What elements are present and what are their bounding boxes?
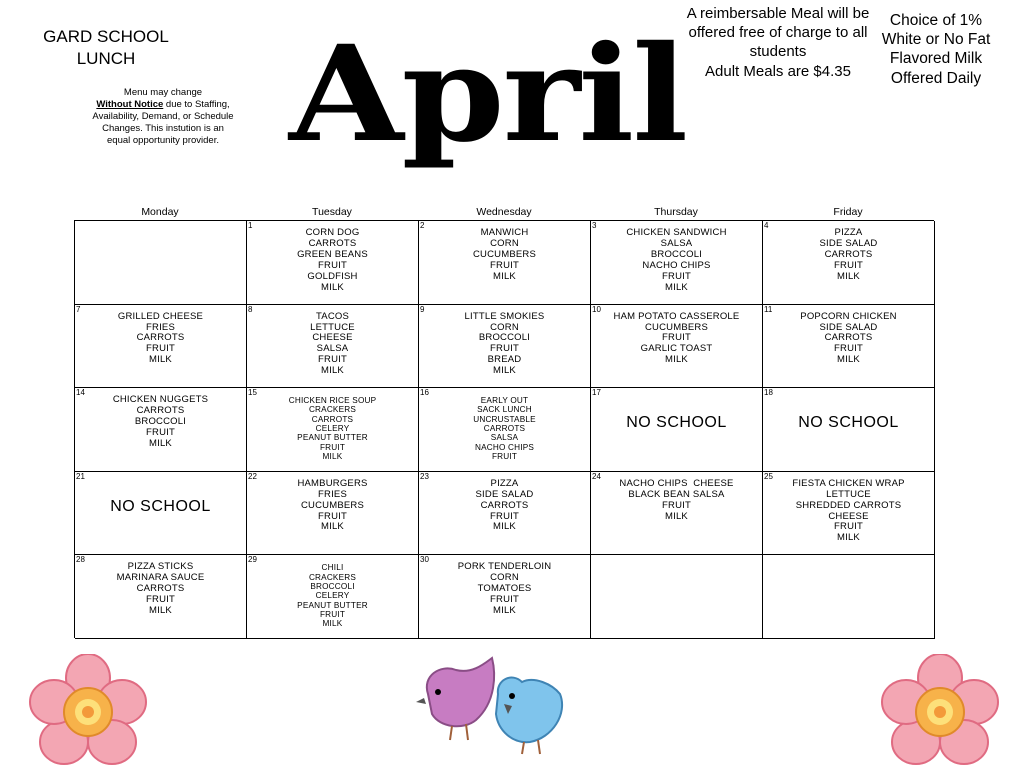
menu-item: MILK [149,437,172,449]
menu-item: NACHO CHIPS [642,259,711,271]
day-cell [419,388,591,472]
menu-item: LETTUCE [310,321,355,333]
menu-item: CUCUMBERS [644,321,709,333]
day-cell [247,221,419,305]
menu-item: FRUIT [662,332,691,344]
menu-item: PIZZA [490,477,519,489]
menu-item: GARLIC TOAST [640,343,713,355]
menu-item: BROCCOLI [310,581,355,591]
day-cell [75,555,247,639]
menu-item: FRUIT [662,270,691,282]
menu-item: LITTLE SMOKIES [464,310,545,322]
menu-item: MANWICH [480,227,529,238]
menu-item: CUCUMBERS [300,499,365,511]
day-cell [75,305,247,389]
no-school-label: NO SCHOOL [110,497,211,515]
menu-item: HAM POTATO CASSEROLE [613,310,740,322]
menu-item: CARROTS [136,332,185,344]
day-cell [763,388,935,472]
menu-items [421,562,588,617]
day-cell [247,555,419,639]
menu-items [77,562,244,617]
menu-items [765,479,932,544]
menu-item: FRIES [146,321,175,333]
day-cell [419,221,591,305]
menu-item: SALSA [316,343,349,355]
menu-item: SACK LUNCH [477,405,532,415]
menu-item: CHILI [321,563,344,573]
day-number: 1 [248,221,253,230]
menu-item: MILK [837,532,860,544]
menu-item: MILK [321,281,344,293]
menu-item: FRUIT [834,521,863,533]
menu-item: FRUIT [146,343,175,355]
menu-item: MILK [493,365,516,377]
menu-item: FRUIT [834,259,863,271]
menu-item: FRUIT [319,609,346,619]
menu-item: CHICKEN NUGGETS [112,394,209,406]
menu-item: SIDE SALAD [819,321,878,333]
day-number: 30 [420,555,429,565]
menu-item: MILK [493,605,516,616]
day-number: 18 [764,388,773,398]
menu-item: MILK [322,619,343,629]
menu-items [77,395,244,450]
menu-item: CORN DOG [305,227,360,238]
menu-item: FIESTA CHICKEN WRAP [792,477,905,489]
menu-item: MILK [321,521,344,533]
menu-item: CUCUMBERS [472,248,537,260]
day-number: 16 [420,388,429,398]
weekday-monday: Monday [141,206,179,218]
menu-item: MILK [665,354,688,366]
menu-item: GRILLED CHEESE [117,310,204,322]
weekday-tuesday: Tuesday [312,206,352,218]
menu-items [249,312,416,377]
menu-item: PIZZA STICKS [127,561,194,573]
menu-item: CARROTS [136,583,185,595]
menu-item: SHREDDED CARROTS [795,499,902,511]
menu-item: CELERY [315,591,350,601]
day-number: 23 [420,471,429,481]
menu-item: CARROTS [480,499,529,511]
menu-item: CHEESE [312,332,353,344]
menu-item: MILK [665,281,688,293]
menu-item: FRUIT [491,451,518,461]
day-cell [591,472,763,556]
menu-items [421,479,588,534]
menu-item: SIDE SALAD [819,237,878,249]
milk-note: Choice of 1% White or No Fat Flavored Milk Offered Daily [881,12,991,87]
menu-calendar [74,220,934,638]
menu-item: FRUIT [662,499,691,511]
menu-item: SIDE SALAD [475,488,534,500]
notice-text-start: Menu may change [123,87,203,98]
menu-item: FRUIT [318,259,347,271]
menu-items [421,312,588,377]
menu-item: LETTUCE [826,488,871,500]
menu-item: CARROTS [824,248,873,260]
menu-items [593,228,760,293]
menu-item: CARROTS [483,424,526,434]
menu-item: MILK [837,270,860,282]
weekday-thursday: Thursday [654,206,698,218]
menu-item: UNCRUSTABLE [473,414,536,424]
menu-item: CHEESE [828,510,869,522]
menu-item: PIZZA [834,227,863,238]
menu-item: CORN [490,321,519,333]
menu-item: MILK [321,365,344,377]
menu-item: CHICKEN RICE SOUP [288,396,377,406]
menu-items [421,396,588,461]
menu-item: CARROTS [136,405,185,417]
menu-item: GREEN BEANS [297,248,368,260]
day-number: 22 [248,471,257,481]
day-cell [591,305,763,389]
menu-item: PEANUT BUTTER [297,600,368,610]
menu-item: SALSA [660,237,693,249]
day-number: 11 [764,304,773,314]
day-cell [763,305,935,389]
day-number: 14 [76,388,85,398]
notice-emphasis: Without Notice [96,99,164,110]
day-cell [75,472,247,556]
menu-items [77,312,244,367]
day-cell [591,388,763,472]
menu-change-notice [92,87,234,147]
menu-item: MARINARA SAUCE [116,572,205,584]
weekday-header-row [74,205,934,219]
menu-item: HAMBURGERS [297,477,368,489]
menu-item: MILK [322,451,343,461]
menu-item: BREAD [487,354,522,366]
weekday-friday: Friday [833,206,863,218]
menu-item: FRUIT [318,354,347,366]
menu-item: CELERY [315,424,350,434]
menu-item: FRIES [318,488,347,500]
flower-icon [866,654,1014,766]
menu-item: CARROTS [311,414,354,424]
day-cell [247,472,419,556]
menu-item: MILK [837,354,860,366]
menu-item: SALSA [490,433,519,443]
menu-item: PEANUT BUTTER [297,433,368,443]
menu-item: FRUIT [146,594,175,606]
menu-item: MILK [149,354,172,366]
menu-item: FRUIT [490,259,519,271]
menu-item: BROCCOLI [134,416,187,427]
menu-item: FRUIT [490,594,519,606]
menu-item: FRUIT [490,510,519,522]
menu-item: GOLDFISH [307,270,358,282]
menu-items [249,228,416,293]
menu-items [765,312,932,367]
day-cell [763,221,935,305]
day-cell [247,305,419,389]
menu-item: FRUIT [490,343,519,355]
menu-item: PORK TENDERLOIN [457,561,552,573]
menu-item: CARROTS [824,332,873,344]
menu-item: BLACK BEAN SALSA [628,488,725,500]
menu-item: CORN [490,572,519,584]
flower-icon [14,654,162,766]
menu-item: TACOS [315,310,350,322]
menu-items [593,312,760,367]
day-cell [591,555,763,639]
day-cell [75,221,247,305]
menu-item: CORN [490,237,519,249]
weekday-wednesday: Wednesday [476,206,532,218]
day-number: 9 [420,304,425,314]
menu-item: CARROTS [308,237,357,249]
menu-item: TOMATOES [477,583,532,595]
no-school-label: NO SCHOOL [626,414,727,432]
menu-items [421,228,588,283]
day-number: 4 [764,221,769,230]
birds-icon [412,654,572,758]
day-number: 28 [76,555,85,565]
menu-item: CRACKERS [308,572,357,582]
menu-item: MILK [493,521,516,533]
menu-items [249,396,416,461]
meal-price-note: A reimbersable Meal will be offered free of charge to all students Adult Meals are $4.35 [686,5,870,80]
day-number: 21 [76,471,85,481]
day-cell [591,221,763,305]
menu-items [765,228,932,283]
day-cell [419,305,591,389]
menu-item: POPCORN CHICKEN [800,310,897,322]
menu-item: MILK [665,510,688,522]
day-number: 17 [592,388,601,398]
menu-items [593,479,760,523]
menu-item: NACHO CHIPS [474,442,535,452]
day-number: 29 [248,555,257,565]
menu-item: FRUIT [319,442,346,452]
no-school-label: NO SCHOOL [798,414,899,432]
menu-items [249,479,416,534]
day-number: 8 [248,304,253,314]
menu-item: EARLY OUT [480,396,529,406]
menu-item: MILK [493,270,516,282]
menu-item: BROCCOLI [650,248,703,260]
menu-item: CHICKEN SANDWICH [626,227,727,238]
day-cell [763,555,935,639]
school-title: GARD SCHOOL LUNCH [43,27,169,68]
menu-item: BROCCOLI [478,332,531,344]
menu-item: CRACKERS [308,405,357,415]
menu-item: NACHO CHIPS CHEESE [619,477,734,489]
menu-item: FRUIT [318,510,347,522]
day-cell [75,388,247,472]
menu-item: MILK [149,605,172,616]
menu-item: FRUIT [834,343,863,355]
notice-text-end: due to Staffing, Availability, Demand, or Schedule Changes. This instution is an equal opportunity provider. [92,99,234,146]
menu-item: FRUIT [146,426,175,438]
day-number: 24 [592,471,601,481]
day-cell [247,388,419,472]
month-title: April [288,17,687,172]
day-number: 10 [592,304,601,314]
day-number: 2 [420,221,425,230]
menu-items [249,563,416,628]
day-number: 25 [764,471,773,481]
day-number: 3 [592,221,597,230]
day-cell [419,555,591,639]
day-number: 7 [76,304,81,314]
day-number: 15 [248,388,257,398]
day-cell [763,472,935,556]
day-cell [419,472,591,556]
